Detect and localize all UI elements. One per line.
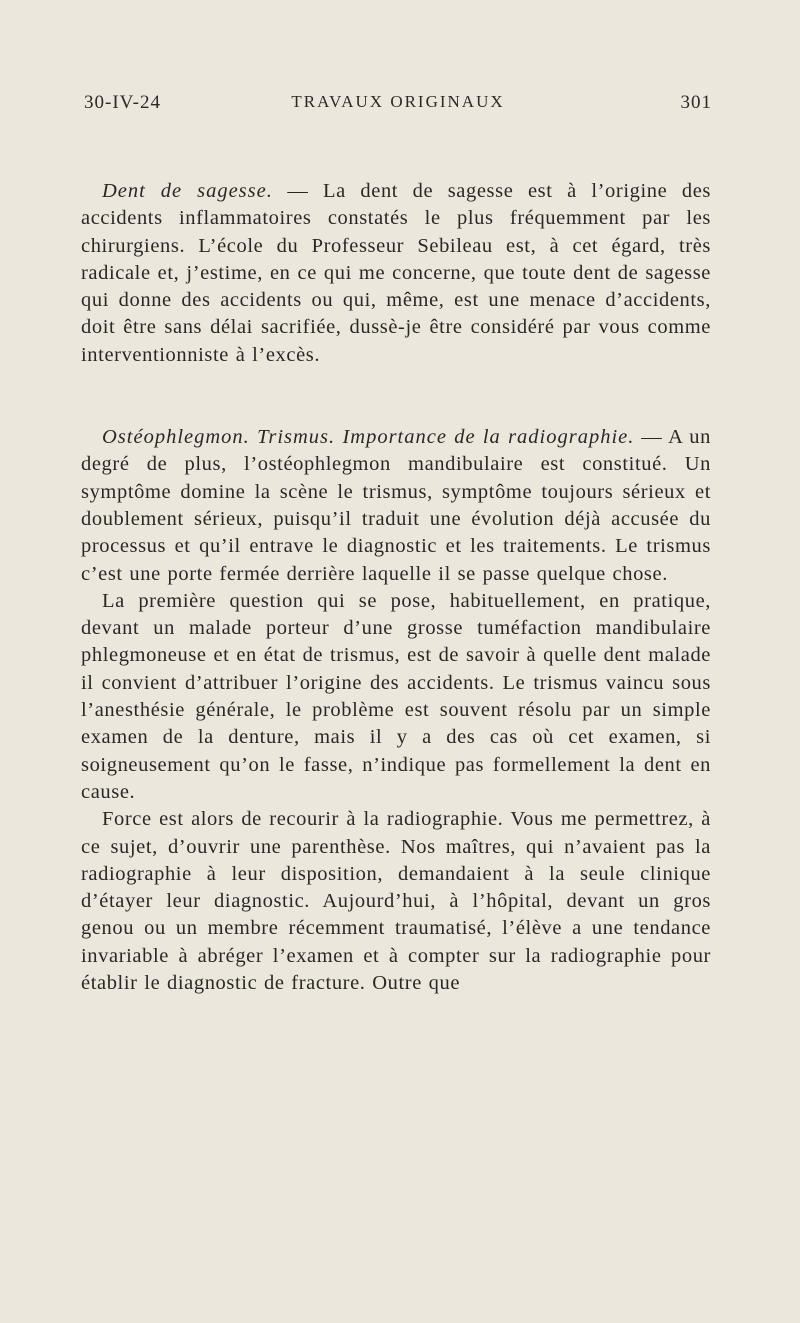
page-number: 301 bbox=[680, 92, 712, 113]
paragraph-radiographie bbox=[81, 806, 711, 997]
rubric-dent-de-sagesse: Dent de sagesse. bbox=[102, 180, 273, 202]
paragraph-text: Force est alors de recourir à la radiographie. Vous me permettrez, à ce sujet, d’ouvrir une parenthèse. Nos maîtres, qui n’avaient pas la radiographie à leur disposition, demandaient à la seule clinique d’étayer leur diagnostic. Aujourd’hui, à l’hôpital, devant un gros genou ou un membre récemment traumatisé, l’élève a une tendance invariable à abréger l’examen et à compter sur la radiographie pour établir le diagnostic de fracture. Outre que bbox=[81, 808, 711, 995]
paragraph-osteophlegmon bbox=[81, 424, 711, 588]
paragraph-text: La première question qui se pose, habituellement, en pratique, devant un malade porteur d’une grosse tuméfaction mandibulaire phlegmoneuse et en état de trismus, est de savoir à quelle dent malade il convient d’attribuer l’origine des accidents. Le trismus vaincu sous l’anesthésie générale, le problème est souvent résolu par un simple examen de la denture, mais il y a des cas où cet examen, si soigneusement qu’on le fasse, n’indique pas formellement la dent en cause. bbox=[81, 589, 711, 803]
body-text bbox=[81, 178, 711, 997]
paragraph-text: — La dent de sagesse est à l’origine des accidents inflammatoires constatés le plus fréquemment par les chirurgiens. L’école du Professeur Sebileau est, à cet égard, très radicale et, j’estime, en ce qui me concerne, que toute dent de sagesse qui donne des accidents ou qui, même, est une menace d’accidents, doit être sans délai sacrifiée, dussè-je être considéré par vous comme interventionniste à l’excès. bbox=[81, 180, 711, 366]
header-date: 30-IV-24 bbox=[84, 92, 161, 113]
running-head bbox=[84, 92, 712, 120]
paragraph-premiere-question bbox=[81, 588, 711, 806]
paragraph-text: — A un degré de plus, l’ostéophlegmon mandibulaire est constitué. Un symptôme domine la scène le trismus, symptôme toujours sérieux et doublement sérieux, puisqu’il traduit une évolution déjà accusée du processus et qu’il entrave le diagnostic et les traitements. Le trismus c’est une porte fermée derrière laquelle il se passe quelque chose. bbox=[81, 426, 711, 585]
rubric-osteophlegmon: Ostéophlegmon. Trismus. Importance de la radiographie. bbox=[102, 426, 635, 449]
paragraph-dent-de-sagesse bbox=[81, 178, 711, 369]
header-title: TRAVAUX ORIGINAUX bbox=[291, 92, 505, 111]
